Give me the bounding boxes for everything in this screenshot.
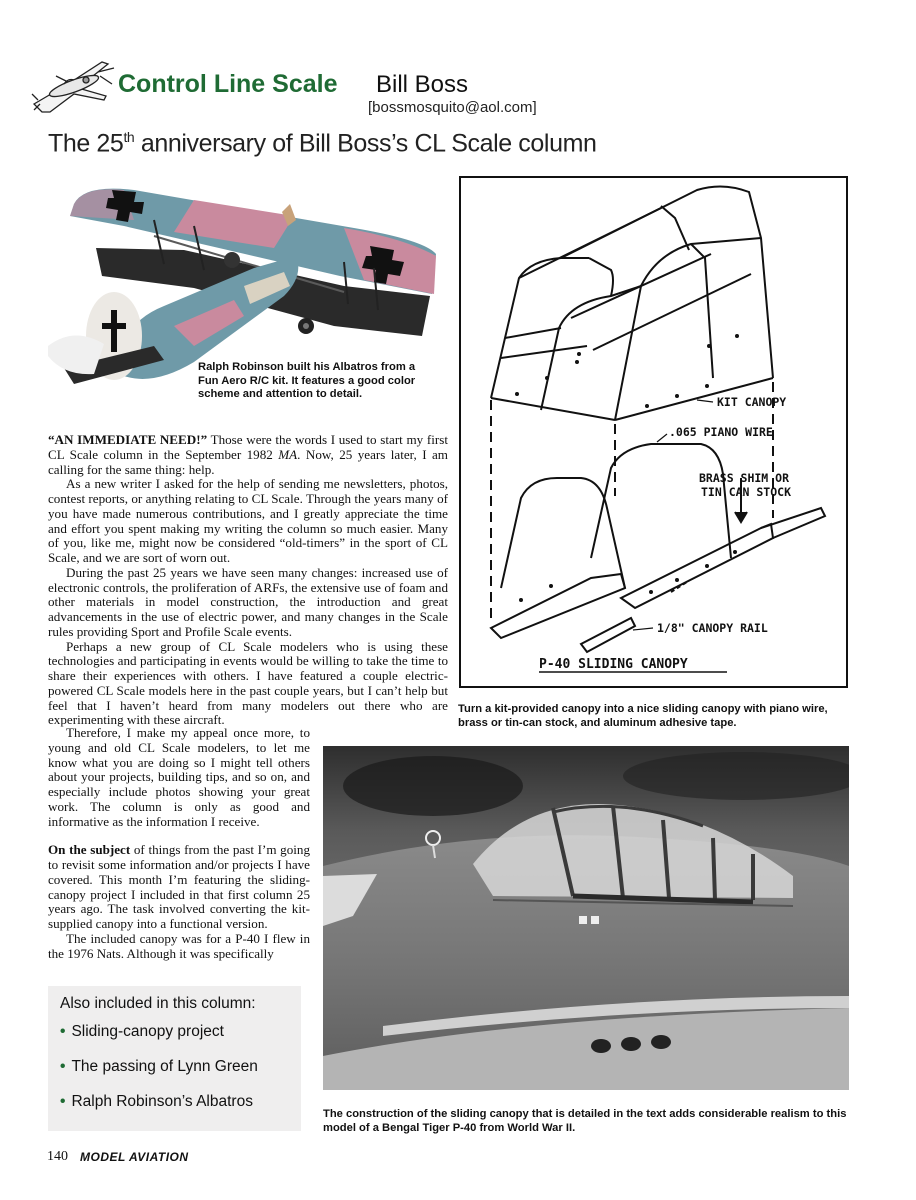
label-kit-canopy: KIT CANOPY xyxy=(717,395,787,409)
also-included-item: • The passing of Lynn Green xyxy=(60,1058,258,1075)
paragraph: The included canopy was for a P-40 I flew in the 1976 Nats. Although it was specifically xyxy=(48,930,310,961)
page-number: 140 xyxy=(47,1149,68,1164)
bullet-icon: • xyxy=(60,1023,66,1040)
drawing-title: P-40 SLIDING CANOPY xyxy=(539,657,688,672)
label-brass-2: TIN CAN STOCK xyxy=(701,485,792,499)
also-included-box xyxy=(48,986,301,1131)
paragraph: During the past 25 years we have seen many changes: increased use of electronic controls, the proliferation of ARFs, the extensive use of foam and other materials in model construction, the introduction and great advancements in the use of electric power, and many changes in the Scale rules providing Sport and Profile Scale events. xyxy=(48,564,448,639)
canopy-drawing-svg xyxy=(461,178,846,686)
label-piano-wire: .065 PIANO WIRE xyxy=(669,425,773,439)
author-name: Bill Boss xyxy=(376,71,469,98)
paragraph-subject: On the subject of things from the past I’m going to revisit some information and/or projects I have covered. This month I’m featuring the sliding-canopy project I included in that first column 25 years ago. The task involved converting the kit-supplied canopy into a functional version. xyxy=(48,842,310,931)
p40-photo xyxy=(323,746,849,1090)
label-brass-1: BRASS SHIM OR xyxy=(699,471,790,485)
p40-caption: The construction of the sliding canopy that is detailed in the text adds considerable realism to this model of a Bengal Tiger P-40 from World War II. xyxy=(323,1108,847,1134)
article-body-narrow xyxy=(48,726,310,961)
paragraph-intro: “AN IMMEDIATE NEED!” Those were the words I used to start my first CL Scale column in the September 1982 MA. Now, 25 years later, I am calling for the same thing: help. xyxy=(48,432,448,477)
drawing-caption: Turn a kit-provided canopy into a nice sliding canopy with piano wire, brass or tin-can stock, and aluminum adhesive tape. xyxy=(458,703,828,729)
also-included-item: • Ralph Robinson’s Albatros xyxy=(60,1093,253,1110)
bullet-icon: • xyxy=(60,1058,66,1075)
albatros-caption: Ralph Robinson built his Albatros from a Fun Aero R/C kit. It features a good color scheme and attention to detail. xyxy=(198,361,416,401)
headline: The 25th anniversary of Bill Boss’s CL Scale column xyxy=(48,129,597,158)
article-body-full-width xyxy=(48,433,448,728)
canopy-drawing xyxy=(459,176,848,688)
magazine-name: MODEL AVIATION xyxy=(80,1150,189,1164)
airplane-logo-icon xyxy=(28,54,120,120)
paragraph: As a new writer I asked for the help of sending me newsletters, photos, contest reports, or anything relating to CL Scale. Through the years many of you have made numerous contributions, and I greatly appreciate the time and effort you spent making my writing the column so much easier. Many of you, like me, might now be considered “old-timers” in the sport of CL Scale, and we are sort of worn out. xyxy=(48,476,448,565)
label-canopy-rail: 1/8" CANOPY RAIL xyxy=(657,621,768,635)
paragraph: Therefore, I make my appeal once more, to young and old CL Scale modelers, to let me know what you are doing so I might tell others about your projects, building tips, and so on, and especially include photos showing your great work. The column is only as good and informative as the information I receive. xyxy=(48,725,310,829)
paragraph: Perhaps a new group of CL Scale modelers who is using these technologies and participating in events would be willing to take the time to share their experiences with others. I have featured a couple electric-powered CL Scale models here in the past couple years, but I can’t help but feel that I haven’t heard from many modelers out there who are experimenting with these aircraft. xyxy=(48,638,448,728)
also-included-title: Also included in this column: xyxy=(60,995,256,1012)
author-email[interactable]: [bossmosquito@aol.com] xyxy=(368,99,537,116)
column-name: Control Line Scale xyxy=(118,70,338,98)
bullet-icon: • xyxy=(60,1093,66,1110)
also-included-item: • Sliding-canopy project xyxy=(60,1023,224,1040)
